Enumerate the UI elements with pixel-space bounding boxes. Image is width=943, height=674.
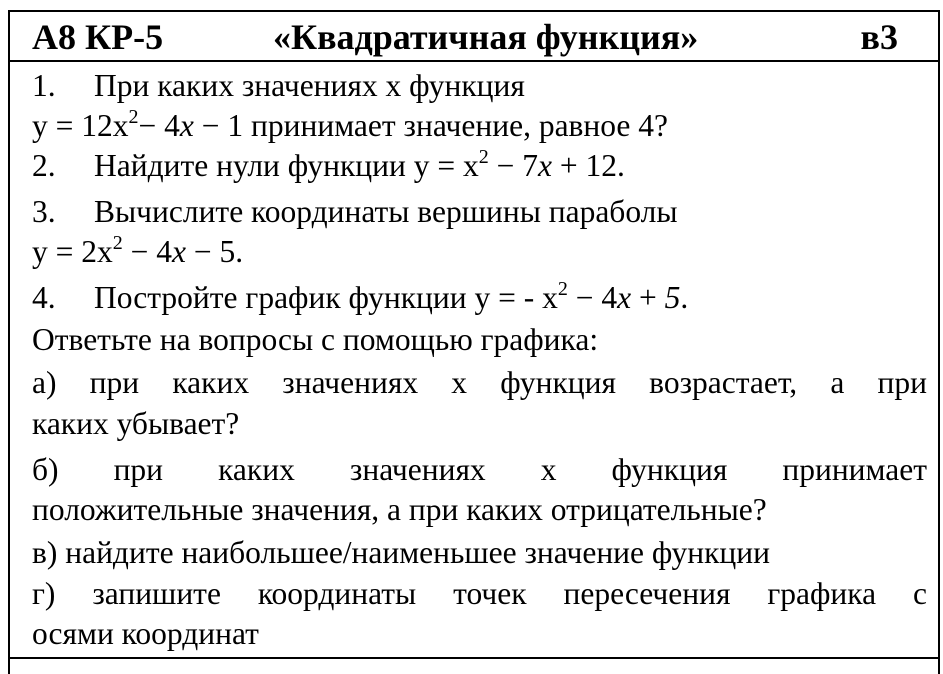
test-code: А8 КР-5 [32, 17, 164, 57]
task-4-text-b: − 4 [567, 280, 618, 315]
task-2-line [32, 146, 927, 186]
task-1-exponent: 2 [128, 105, 139, 128]
task-3-formula-b: − 4 [122, 234, 173, 269]
question-a-line-2: каких убывает? [32, 406, 240, 441]
task-3-text: Вычислите координаты вершины параболы [94, 194, 678, 229]
task-1-line-2 [32, 106, 927, 146]
task-2-variable: x [538, 148, 553, 183]
question-c-line: в) найдите наибольшее/наименьшее значение функции [32, 535, 771, 570]
task-3-formula-a: у = 2х [32, 234, 113, 269]
task-4-number: 4. [32, 280, 56, 315]
task-4-exponent: 2 [557, 277, 568, 300]
task-2-exponent: 2 [478, 145, 489, 168]
question-b-line-2: положительные значения, а при каких отрицательные? [32, 492, 767, 527]
test-title: «Квадратичная функция» [273, 17, 699, 57]
task-3-formula-c: − 5. [186, 234, 244, 269]
task-1-number: 1. [32, 68, 56, 103]
header-bar [8, 10, 940, 62]
task-3-exponent: 2 [112, 231, 123, 254]
question-b-line-1: б) при каких значениях х функция принимает [32, 452, 927, 487]
task-2-text-b: − 7 [488, 148, 539, 183]
task-2-text-c: + 12. [552, 148, 625, 183]
task-3-variable: x [172, 234, 187, 269]
task-2-text-a: Найдите нули функции у = х [94, 148, 479, 183]
question-d-line-2: осями координат [32, 616, 259, 651]
task-1-line-1 [32, 66, 927, 106]
task-1-formula-a: у = 12х [32, 108, 129, 143]
task-1-formula-b: − 4 [138, 108, 180, 143]
task-4-text-d: . [680, 280, 689, 315]
task-4-line [32, 278, 927, 318]
task-3-line-1 [32, 192, 927, 232]
questions-intro: Ответьте на вопросы с помощью графика: [32, 322, 599, 357]
task-3-number: 3. [32, 194, 56, 229]
task-1-text: При каких значениях х функция [94, 68, 525, 103]
task-2-number: 2. [32, 148, 56, 183]
task-4-constant: 5 [664, 280, 681, 315]
variant-label: в3 [860, 17, 898, 57]
question-a-line-1: а) при каких значениях х функция возрастает, а при [32, 365, 927, 400]
task-4-text-a: Постройте график функции у = - х [94, 280, 558, 315]
question-d-line-1: г) запишите координаты точек пересечения графика с [32, 576, 927, 611]
task-1-variable: x [179, 108, 194, 143]
task-3-line-2 [32, 232, 927, 272]
task-4-text-c: + [631, 280, 665, 315]
task-1-formula-c: − 1 принимает значение, равное 4? [193, 108, 669, 143]
task-4-variable: x [617, 280, 632, 315]
bottom-divider [8, 657, 940, 659]
